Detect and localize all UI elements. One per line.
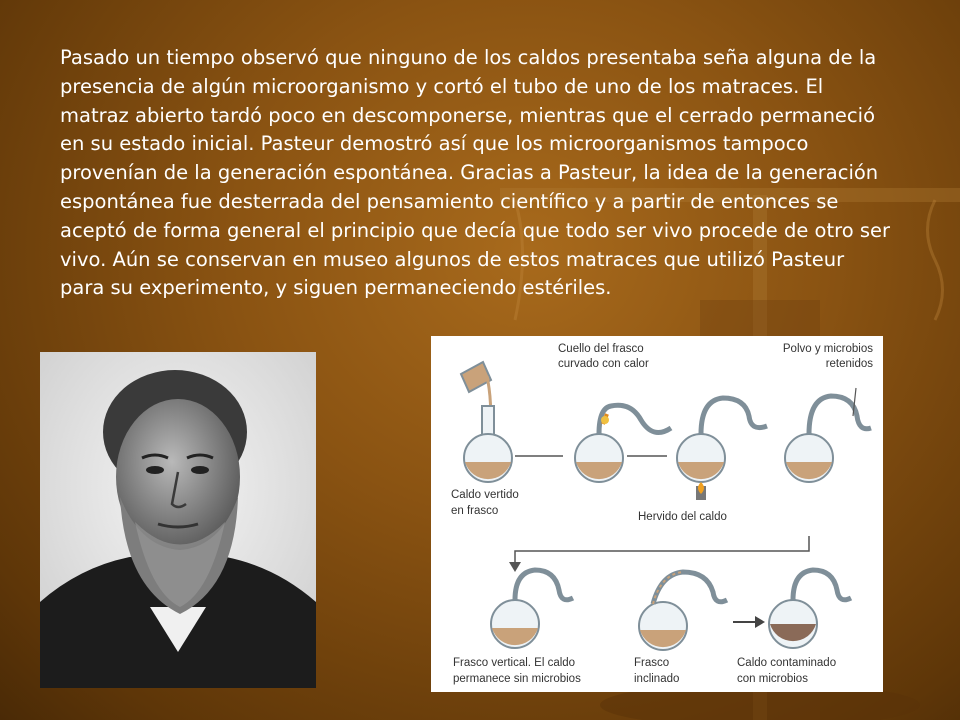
slide-paragraph: Pasado un tiempo observó que ninguno de los caldos presentaba seña alguna de la presencia de algún microorganismo y cortó el tubo de uno de los matraces. El matraz abierto tardó poco en descomponerse, mientras que el cerrado permaneció en su estado inicial. Pasteur demostró así que los microorganismos tampoco provenían de la generación espontánea. Gracias a Pasteur, la idea de la generación espontánea fue desterrada del pensamiento científico y a partir de entonces se aceptó de forma general el principio que decía que todo ser vivo procede de otro ser vivo. Aún se conservan en museo algunos de estos matraces que utilizó Pasteur para su experimento, y siguen permaneciendo estériles.	[60, 46, 891, 300]
label-polvo-line1: Polvo y microbios	[782, 343, 873, 355]
flask-dust-retained	[785, 388, 871, 482]
flask-curving	[575, 405, 671, 482]
label-vertical-line2: permanece sin microbios	[453, 673, 581, 685]
pasteur-portrait	[40, 352, 316, 688]
label-contaminado-line2: con microbios	[737, 673, 808, 685]
label-inclinado-line1: Frasco	[634, 657, 670, 669]
label-vertical-line1: Frasco vertical. El caldo	[453, 657, 576, 669]
label-hervido: Hervido del caldo	[638, 511, 727, 523]
label-cuello-line1: Cuello del frasco	[558, 343, 644, 355]
label-caldo-vertido-line2: en frasco	[451, 505, 499, 517]
flask-tilted	[639, 572, 727, 650]
flask-boiling	[677, 398, 767, 500]
swan-neck-flask-diagram	[431, 336, 883, 692]
flask-pouring	[461, 362, 512, 482]
label-cuello-line2: curvado con calor	[558, 358, 649, 370]
flask-vertical	[491, 570, 573, 648]
label-polvo-line2: retenidos	[825, 358, 873, 370]
flask-contaminated	[769, 570, 851, 648]
label-contaminado-line1: Caldo contaminado	[737, 657, 837, 669]
label-caldo-vertido-line1: Caldo vertido	[451, 489, 519, 501]
label-inclinado-line2: inclinado	[634, 673, 680, 685]
